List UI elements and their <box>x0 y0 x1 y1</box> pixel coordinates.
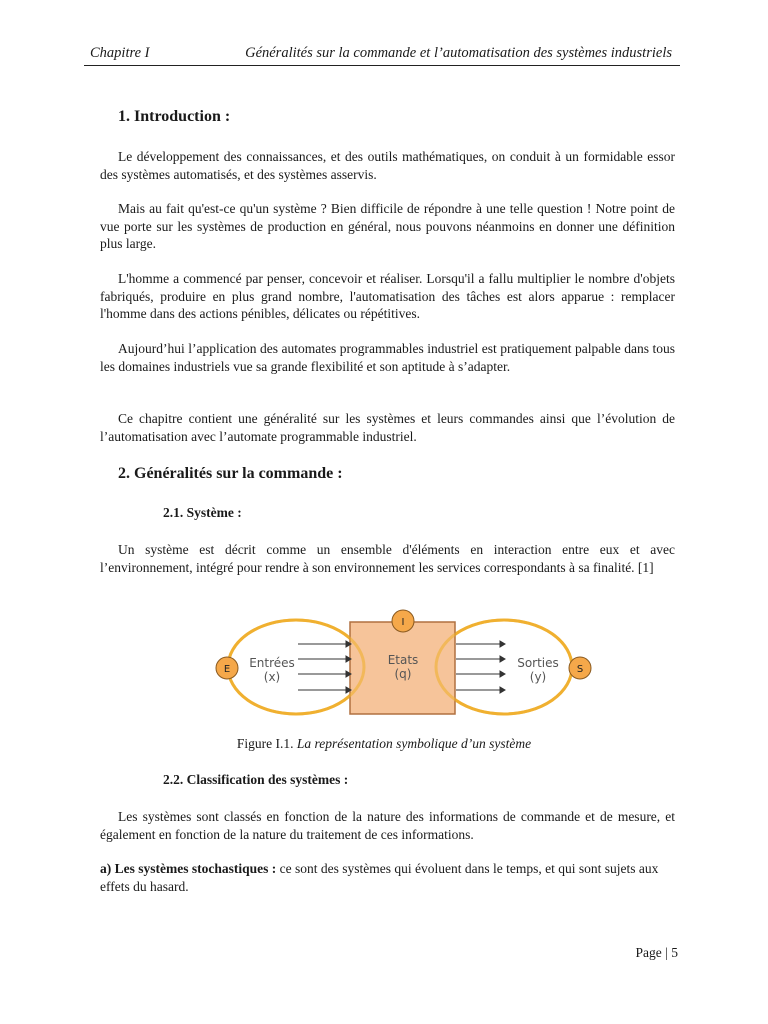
intro-paragraph-4: Aujourd’hui l’application des automates programmables industriel est pratiquement palpable dans tous les domaines industriels vue sa grande flexibilité et son aptitude à s’adapter. <box>100 341 675 374</box>
caption-title: La représentation symbolique d’un système <box>296 736 532 751</box>
inputs-label: Entrées <box>249 656 295 670</box>
intro-paragraph-5: Ce chapitre contient une généralité sur les systèmes et leurs commandes ainsi que l’évolution de l’automatisation avec l’automate programmable industriel. <box>100 411 675 444</box>
system-diagram <box>200 605 600 730</box>
classification-heading: 2.2. Classification des systèmes : <box>163 772 349 787</box>
generalities-heading: 2. Généralités sur la commande : <box>118 465 343 482</box>
input-node-label: E <box>223 664 231 675</box>
intro-heading: 1. Introduction : <box>118 108 231 125</box>
intro-paragraph-2: Mais au fait qu'est-ce qu'un système ? Bien difficile de répondre à une telle question ! Notre point de vue porte sur les systèmes de production en général, nous pouvons néanmoins en donner une définition plus large. <box>100 201 675 251</box>
item-stochastic <box>100 860 680 896</box>
states-var: (q) <box>394 667 412 681</box>
page-header <box>84 45 680 66</box>
outputs-var: (y) <box>529 670 547 684</box>
inputs-var: (x) <box>263 670 281 684</box>
page-number: Page | 5 <box>635 945 678 960</box>
output-node-label: S <box>576 664 584 675</box>
input-arrows <box>298 641 351 693</box>
item-stochastic-text: ce sont des systèmes qui évoluent dans le temps, et qui sont sujets aux effets du hasard. <box>100 861 659 894</box>
state-node-label: I <box>401 617 405 628</box>
states-label: Etats <box>387 653 419 667</box>
intro-paragraph-1: Le développement des connaissances, et des outils mathématiques, on conduit à un formidable essor des systèmes automatisés, et des systèmes asservis. <box>100 149 675 182</box>
figure-caption <box>0 736 768 752</box>
system-heading: 2.1. Système : <box>163 505 242 520</box>
caption-prefix: Figure I.1. <box>236 736 297 751</box>
item-stochastic-label: a) Les systèmes stochastiques : <box>100 861 277 876</box>
system-paragraph: Un système est décrit comme un ensemble d'éléments en interaction entre eux et avec l’environnement, intégré pour rendre à son environnement les services correspondants à sa finalité. [1] <box>100 542 675 575</box>
outputs-label: Sorties <box>517 656 559 670</box>
classification-paragraph: Les systèmes sont classés en fonction de la nature des informations de commande et de mesure, et également en fonction de la nature du traitement de ces informations. <box>100 809 675 842</box>
output-arrows <box>456 641 505 693</box>
intro-paragraph-3: L'homme a commencé par penser, concevoir et réaliser. Lorsqu'il a fallu multiplier le nombre d'objets fabriqués, produire en plus grand nombre, l'automatisation des tâches est alors apparue : remplacer l'homme dans des actions pénibles, délicates ou répétitives. <box>100 271 675 321</box>
chapter-label: Chapitre I <box>90 45 150 61</box>
chapter-title: Généralités sur la commande et l’automatisation des systèmes industriels <box>245 45 672 61</box>
